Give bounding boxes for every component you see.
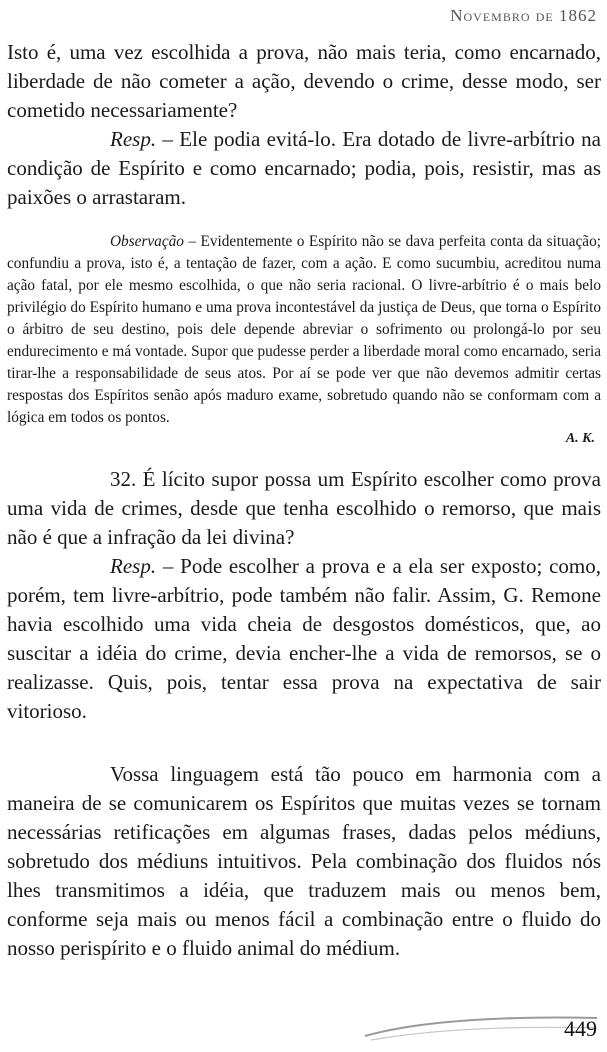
observation-label: Observação: [110, 233, 184, 250]
page-number: 449: [564, 1016, 597, 1041]
resp-label: Resp.: [110, 554, 157, 578]
answer-text: – Pode escolher a prova e a ela ser exposto; como, porém, tem livre-arbítrio, pode também não falir. Assim, G. Remone havia escolhido uma vida cheia de desgostos domésticos, que, ao suscitar a idéia do crime, devia encher-lhe a vida de remorsos, se o realizasse. Quis, pois, tentar essa prova na expectativa de sair vitorioso.: [7, 554, 601, 723]
resp-label: Resp.: [110, 127, 157, 151]
closing-paragraph: Vossa linguagem está tão pouco em harmonia com a maneira de se comunicarem os Espíritos que muitas vezes se tornam necessárias retificações em algumas frases, dadas pelos médiuns, sobretudo dos médiuns intuitivos. Pela combinação dos fluidos nós lhes transmitimos a idéia, que traduzem mais ou menos bem, conforme seja mais ou menos fácil a combinação entre o fluido do nosso perispírito e o fluido animal do médium.: [7, 762, 601, 960]
page-body: [7, 38, 601, 963]
answer-text: – Ele podia evitá-lo. Era dotado de livre-arbítrio na condição de Espírito e como encarnado; podia, pois, resistir, mas as paixões o arrastaram.: [7, 127, 601, 209]
question-32: 32. É lícito supor possa um Espírito escolher como prova uma vida de crimes, desde que tenha escolhido o remorso, que mais não é que a infração da lei divina?: [7, 467, 601, 549]
observation-signature: A. K.: [565, 431, 595, 446]
observation-note: [7, 231, 601, 429]
answer-paragraph-2: [7, 552, 601, 726]
answer-paragraph-1: [7, 125, 601, 212]
question-continuation: Isto é, uma vez escolhida a prova, não mais teria, como encarnado, liberdade de não cometer a ação, devendo o crime, desse modo, ser cometido necessariamente?: [7, 40, 601, 122]
observation-text: – Evidentemente o Espírito não se dava perfeita conta da situação; confundiu a prova, isto é, a tentação de fazer, com a ação. E como sucumbiu, acreditou numa ação fatal, por ele mesmo escolhida, o que não seria racional. O livre-arbítrio é o mais belo privilégio do Espírito humano e uma prova incontestável da justiça de Deus, que torna o Espírito o árbitro de seu destino, pois dele depende abreviar o sofrimento ou prolongá-lo por seu endurecimento e má vontade. Supor que pudesse perder a liberdade moral como encarnado, seria tirar-lhe a responsabilidade de seus atos. Por aí se pode ver que não devemos admitir certas respostas dos Espíritos senão após maduro exame, sobretudo quando não se conformam com a lógica em todos os pontos.: [7, 233, 601, 426]
page-footer: [361, 1006, 601, 1046]
running-header: Novembro de 1862: [450, 6, 597, 25]
